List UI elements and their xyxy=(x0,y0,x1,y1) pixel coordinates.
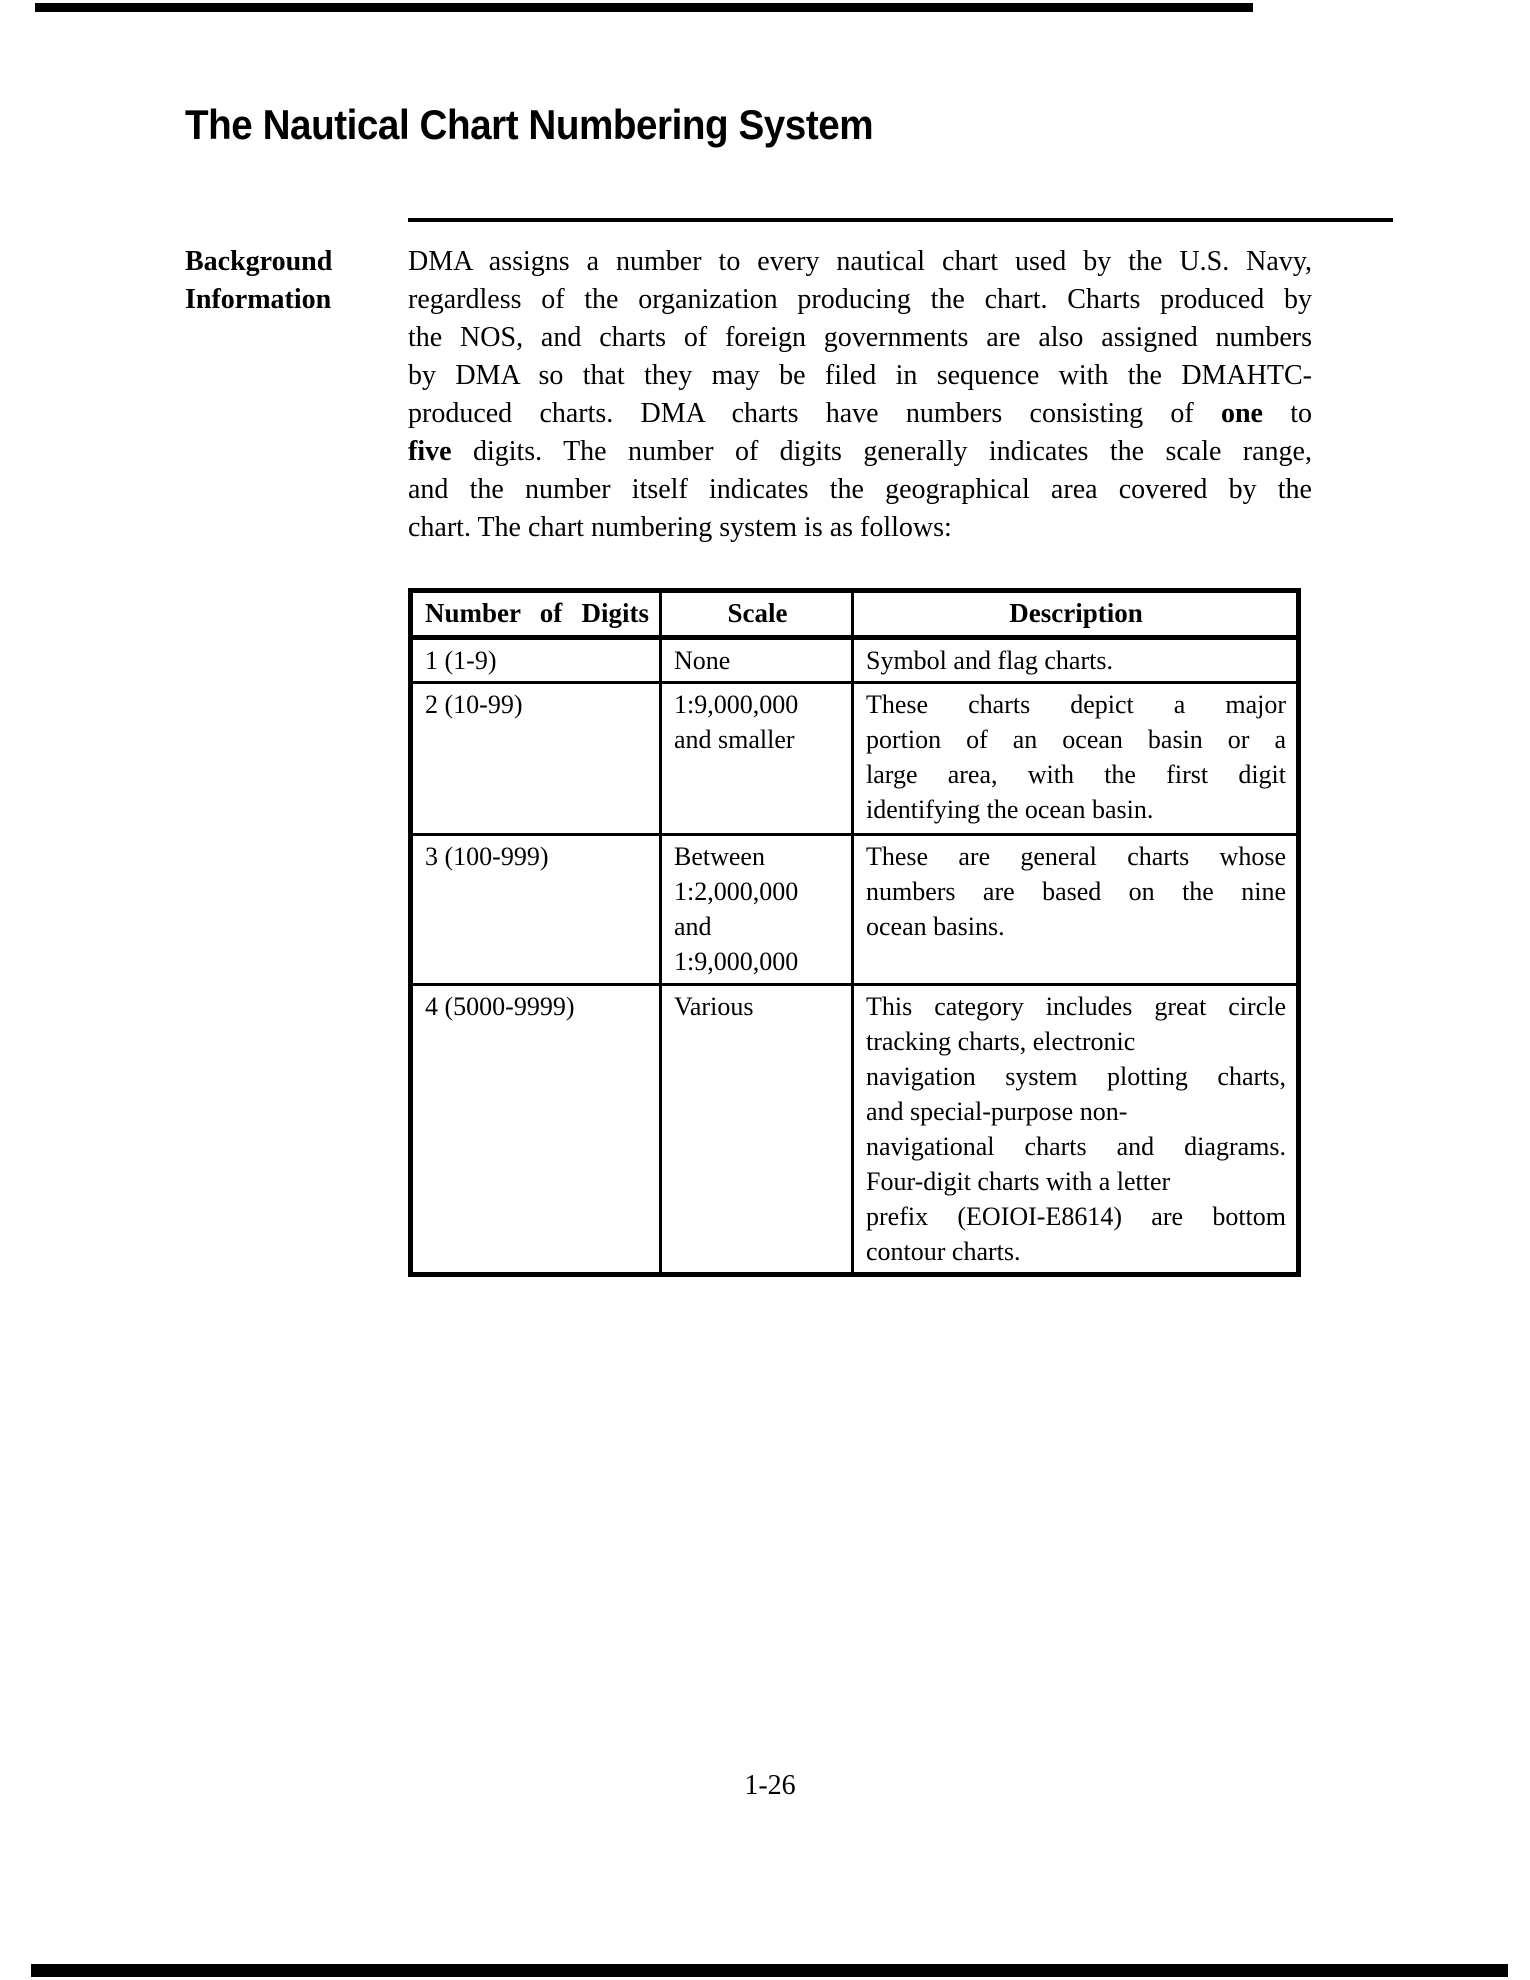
cell-number-of-digits: 3 (100-999) xyxy=(411,835,661,985)
table-row xyxy=(411,985,1299,1275)
table-header-row xyxy=(411,591,1299,638)
section-heading xyxy=(185,243,400,319)
scale-line: Various xyxy=(674,992,754,1021)
description-line: Symbol and flag charts. xyxy=(866,646,1113,675)
cell-description xyxy=(853,985,1299,1275)
cell-description xyxy=(853,683,1299,835)
cell-number-of-digits: 4 (5000-9999) xyxy=(411,985,661,1275)
scale-line: 1:9,000,000 xyxy=(674,690,799,719)
description-line: portion of an ocean basin or a xyxy=(866,725,1286,754)
column-header-description: Description xyxy=(853,591,1299,638)
description-line: and special-purpose non- xyxy=(866,1097,1128,1126)
description-line: This category includes great circle xyxy=(866,992,1286,1021)
cell-description xyxy=(853,638,1299,683)
paragraph-line: chart. The chart numbering system is as follows: xyxy=(408,512,952,543)
table-row xyxy=(411,835,1299,985)
paragraph-line: by DMA so that they may be filed in sequence with the DMAHTC- xyxy=(408,360,1312,391)
scale-line: 1:9,000,000 xyxy=(674,947,799,976)
cell-scale xyxy=(661,985,853,1275)
scan-artifact-top xyxy=(35,3,1253,12)
description-line: numbers are based on the nine xyxy=(866,877,1286,906)
description-line: These are general charts whose xyxy=(866,842,1286,871)
cell-number-of-digits: 1 (1-9) xyxy=(411,638,661,683)
description-line: large area, with the first digit xyxy=(866,760,1286,789)
description-line: navigation system plotting charts, xyxy=(866,1062,1286,1091)
description-line: navigational charts and diagrams. xyxy=(866,1132,1286,1161)
paragraph-line: and the number itself indicates the geographical area covered by the xyxy=(408,474,1312,505)
table-row xyxy=(411,683,1299,835)
scale-line: Between xyxy=(674,842,765,871)
cell-scale xyxy=(661,835,853,985)
table-row xyxy=(411,638,1299,683)
background-paragraph xyxy=(408,243,1312,547)
section-heading-line: Information xyxy=(185,284,332,315)
page-title: The Nautical Chart Numbering System xyxy=(185,101,874,148)
cell-description xyxy=(853,835,1299,985)
section-heading-line: Background xyxy=(185,246,333,277)
description-line: identifying the ocean basin. xyxy=(866,795,1154,824)
description-line: tracking charts, electronic xyxy=(866,1027,1136,1056)
scan-artifact-bottom xyxy=(31,1964,1508,1977)
section-divider-rule xyxy=(408,218,1393,222)
scale-line: 1:2,000,000 xyxy=(674,877,799,906)
chart-numbering-table xyxy=(408,588,1301,1277)
paragraph-line: five digits. The number of digits generally indicates the scale range, xyxy=(408,436,1312,467)
column-header-number-of-digits: Number of Digits xyxy=(411,591,661,638)
cell-scale xyxy=(661,638,853,683)
cell-scale xyxy=(661,683,853,835)
scale-line: None xyxy=(674,646,731,675)
description-line: contour charts. xyxy=(866,1237,1021,1266)
paragraph-line: DMA assigns a number to every nautical chart used by the U.S. Navy, xyxy=(408,246,1312,277)
paragraph-line: produced charts. DMA charts have numbers consisting of one to xyxy=(408,398,1312,429)
description-line: prefix (EOIOI-E8614) are bottom xyxy=(866,1202,1286,1231)
scale-line: and smaller xyxy=(674,725,795,754)
description-line: Four-digit charts with a letter xyxy=(866,1167,1171,1196)
column-header-scale: Scale xyxy=(661,591,853,638)
paragraph-line: regardless of the organization producing the chart. Charts produced by xyxy=(408,284,1312,315)
description-line: These charts depict a major xyxy=(866,690,1286,719)
cell-number-of-digits: 2 (10-99) xyxy=(411,683,661,835)
page-number: 1-26 xyxy=(744,1770,796,1801)
scale-line: and xyxy=(674,912,712,941)
description-line: ocean basins. xyxy=(866,912,1005,941)
paragraph-line: the NOS, and charts of foreign governments are also assigned numbers xyxy=(408,322,1312,353)
